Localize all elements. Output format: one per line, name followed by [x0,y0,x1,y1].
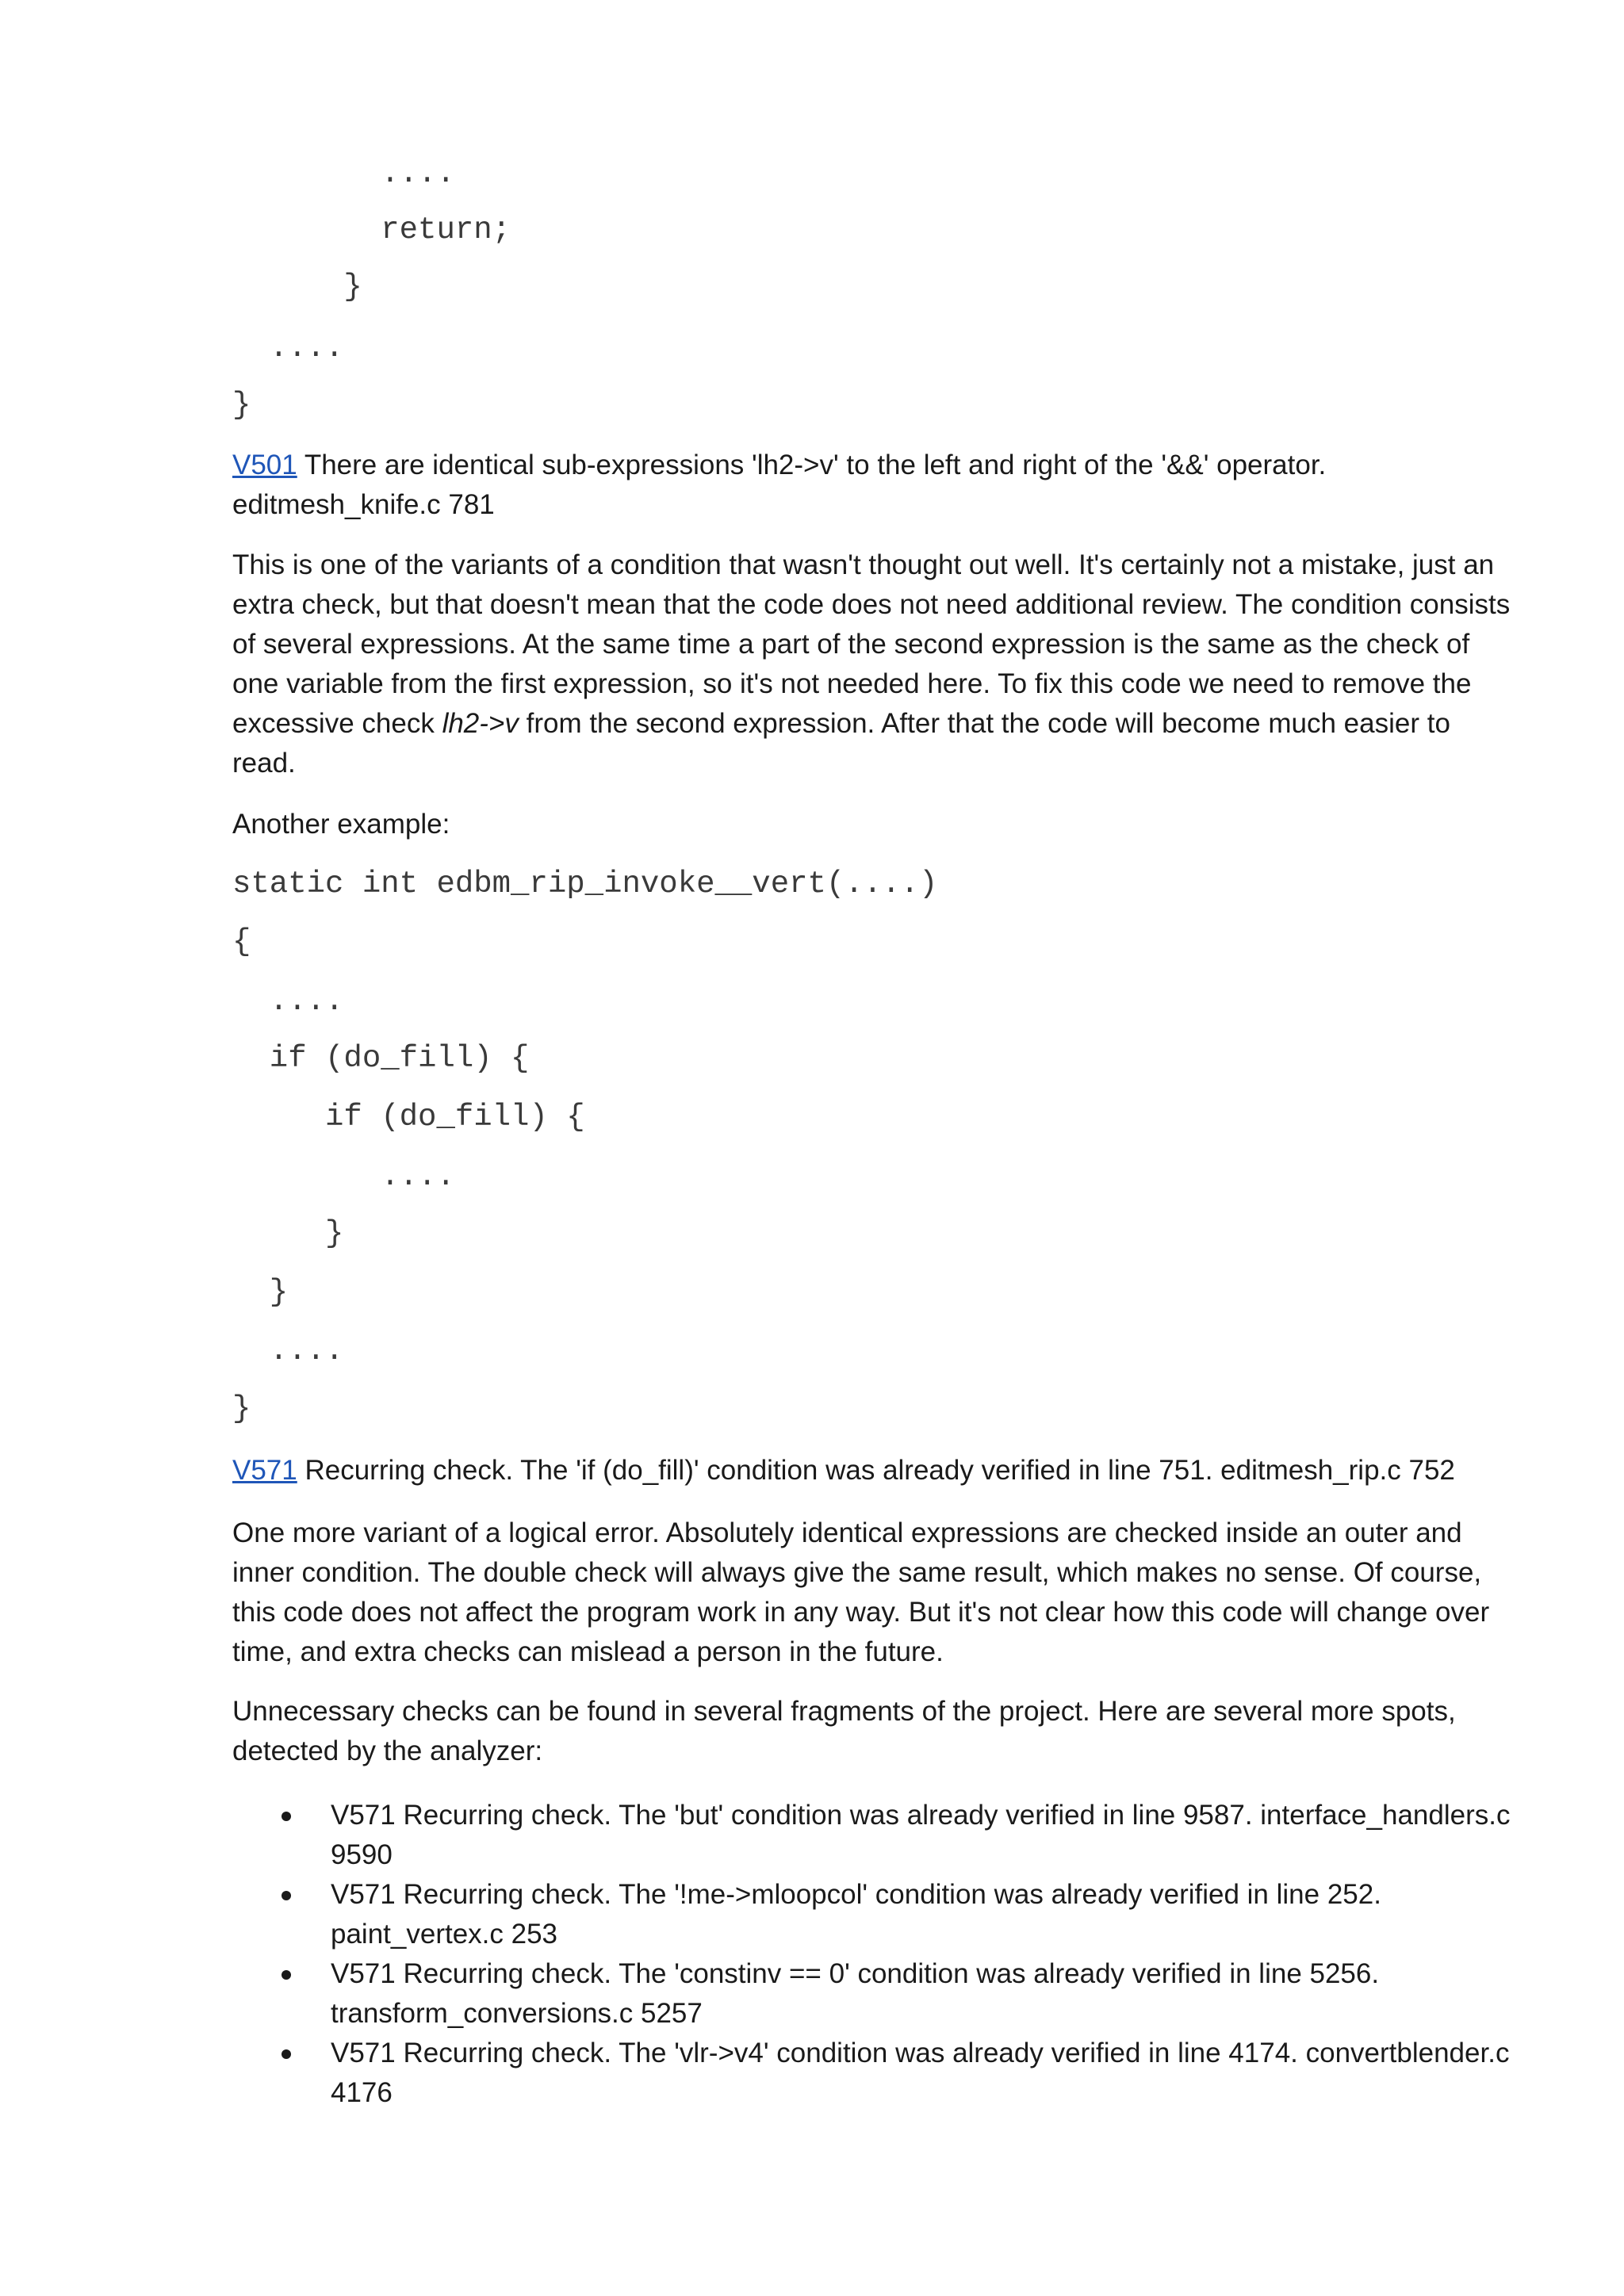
bullet-icon [282,1812,291,1821]
code-line: .... [232,156,455,191]
paragraph-text: from the second expression. After that the code will become much easier to read. [232,708,1450,779]
code-line: static int edbm_rip_invoke__vert(....) [232,867,938,901]
code-line: { [232,924,251,959]
explanation-paragraph [232,545,1517,783]
list-item-text: V571 Recurring check. The 'constinv == 0' condition was already verified in line 5256. transform_conversions.c 5257 [331,1958,1380,2029]
list-item-text: V571 Recurring check. The 'vlr->v4' condition was already verified in line 4174. convertblender.c 4176 [331,2038,1510,2108]
explanation-paragraph: One more variant of a logical error. Absolutely identical expressions are checked inside an outer and inner condition. The double check will always give the same result, which makes no sense. Of course, this code does not affect the program work in any way. But it's not clear how this code will change over time, and extra checks can mislead a person in the future. [232,1517,1490,1667]
code-line: .... [232,1159,455,1194]
bullet-icon [282,1970,291,1980]
list-item [232,1954,1533,2034]
diagnostic-v571 [232,1451,1517,1490]
code-line: } [232,270,362,304]
inline-code-italic: lh2->v [442,708,519,739]
code-line: .... [232,984,344,1019]
list-item [232,2034,1533,2113]
diagnostic-v501 [232,446,1517,525]
code-line: } [232,1216,344,1251]
code-line: if (do_fill) { [232,1041,530,1076]
list-item-text: V571 Recurring check. The 'but' condition was already verified in line 9587. interface_handlers.c 9590 [331,1800,1511,1870]
bullet-icon [282,2049,291,2059]
list-item [232,1796,1533,1875]
bullet-icon [282,1891,291,1900]
code-line: .... [232,1334,344,1368]
code-line: } [232,1275,289,1310]
code-line: } [232,1391,251,1426]
list-item [232,1875,1533,1954]
diagnostic-text: There are identical sub-expressions 'lh2->v' to the left and right of the '&&' operator. editmesh_knife.c 781 [232,450,1327,520]
code-line: return; [232,212,511,247]
code-line: } [232,388,251,423]
another-example-label: Another example: [232,809,450,840]
diagnostic-text: Recurring check. The 'if (do_fill)' condition was already verified in line 751. editmesh_rip.c 752 [297,1455,1455,1486]
list-item-text: V571 Recurring check. The '!me->mloopcol' condition was already verified in line 252. paint_vertex.c 253 [331,1879,1381,1950]
summary-paragraph: Unnecessary checks can be found in several fragments of the project. Here are several more spots, detected by the analyzer: [232,1696,1456,1766]
code-line: .... [232,331,344,365]
diagnostics-list [232,1796,1533,2113]
v501-link[interactable]: V501 [232,450,297,480]
v571-link[interactable]: V571 [232,1455,297,1486]
code-line: if (do_fill) { [232,1100,585,1135]
paragraph-text: This is one of the variants of a condition that wasn't thought out well. It's certainly not a mistake, just an extra check, but that doesn't mean that the code does not need additional review. The condition consists of several expressions. At the same time a part of the second expression is the same as the check of one variable from the first expression, so it's not needed here. To fix this code we need to remove the excessive check [232,549,1511,739]
